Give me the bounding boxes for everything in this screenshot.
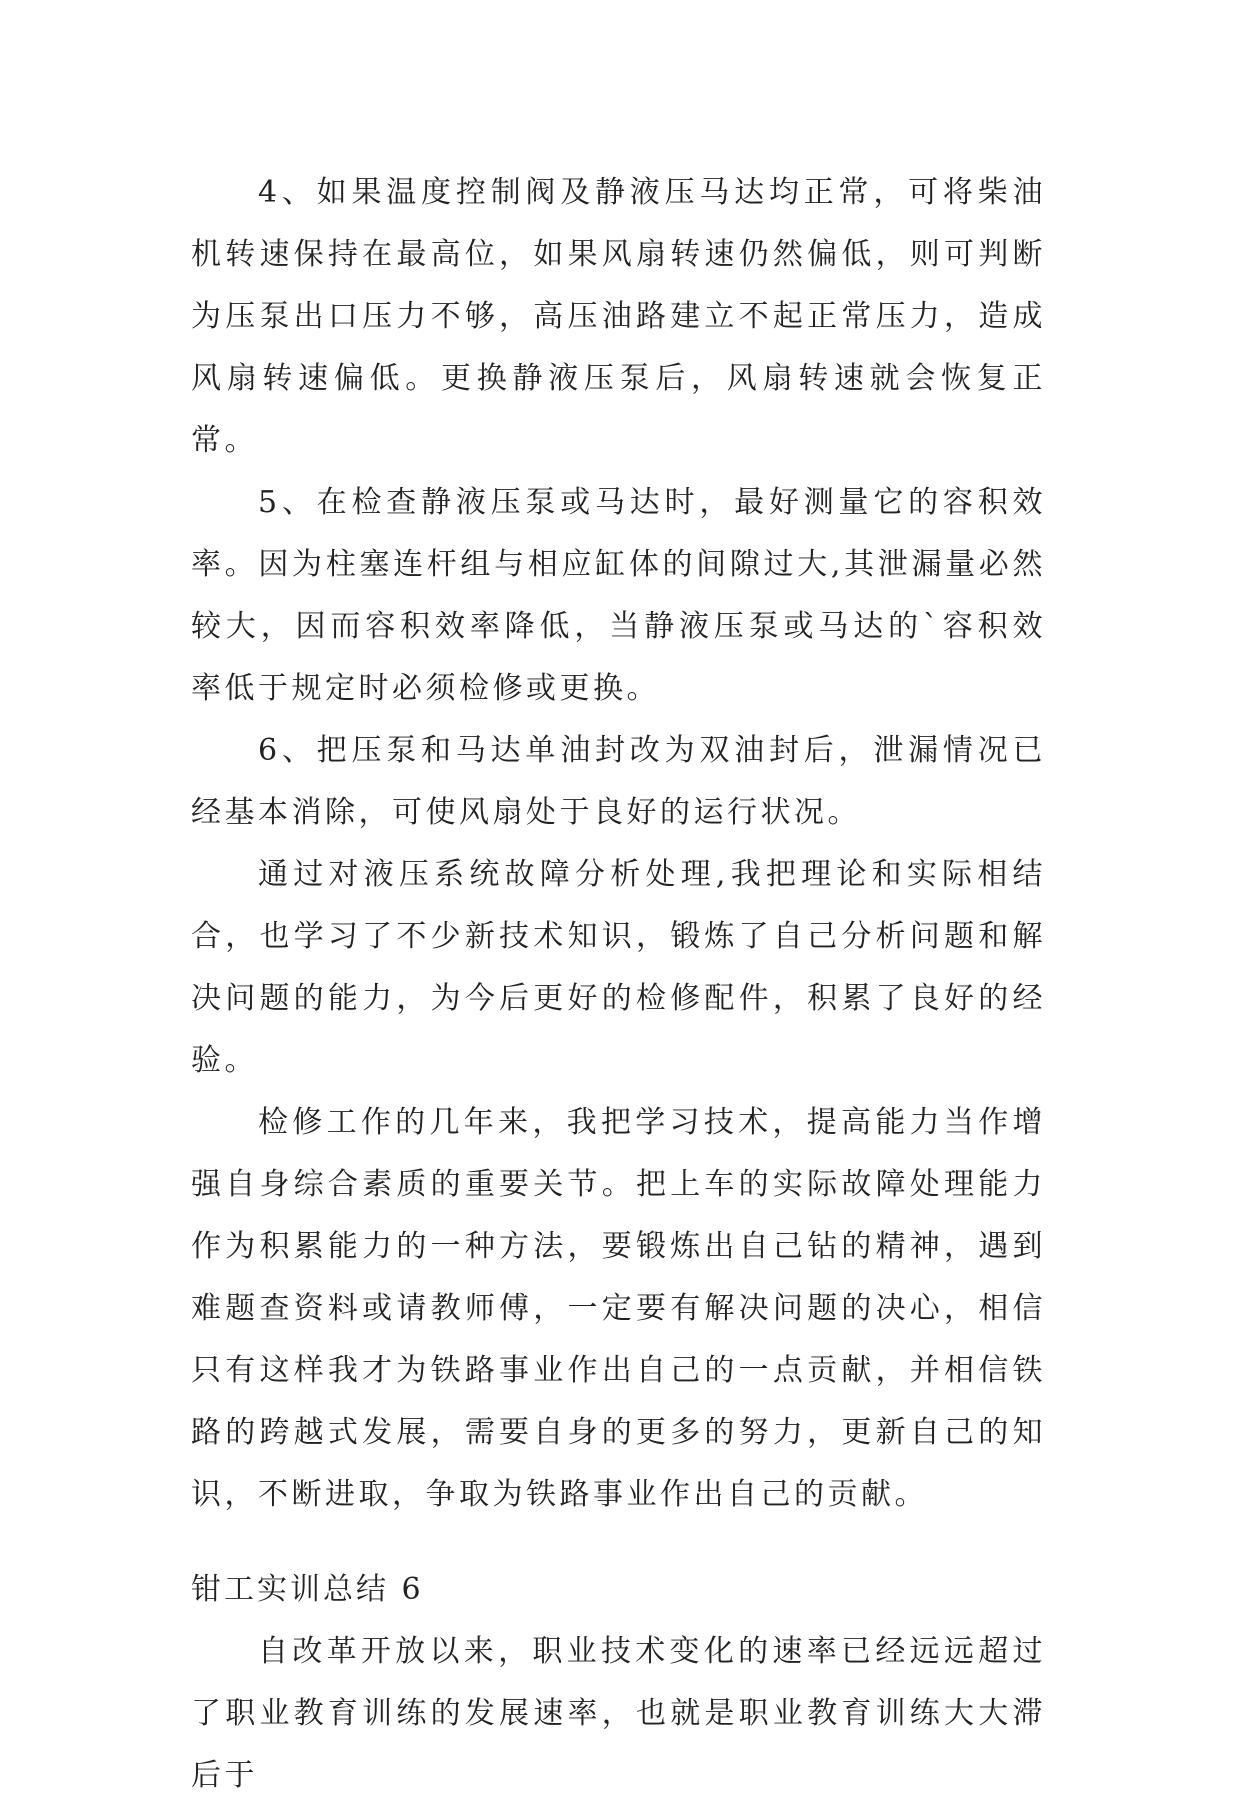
paragraph-summary: 通过对液压系统故障分析处理,我把理论和实际相结合，也学习了不少新技术知识，锻炼了自己分析问题和解决问题的能力，为今后更好的检修配件，积累了良好的经验。 [191, 857, 1046, 1078]
section-heading: 钳工实训总结 6 [191, 1572, 424, 1607]
document-body [191, 162, 1046, 1807]
paragraph-item-5: 5、在检查静液压泵或马达时，最好测量它的容积效率。因为柱塞连杆组与相应缸体的间隙过大,其泄漏量必然较大，因而容积效率降低，当静液压泵或马达的`容积效率低于规定时必须检修或更换。 [191, 485, 1046, 706]
paragraph-item-4: 4、如果温度控制阀及静液压马达均正常，可将柴油机转速保持在最高位，如果风扇转速仍然偏低，则可判断为压泵出口压力不够，高压油路建立不起正常压力，造成风扇转速偏低。更换静液压泵后，风扇转速就会恢复正常。 [191, 175, 1046, 458]
paragraph-item-6: 6、把压泵和马达单油封改为双油封后，泄漏情况已经基本消除，可使风扇处于良好的运行状况。 [191, 733, 1046, 830]
paragraph-conclusion: 检修工作的几年来，我把学习技术，提高能力当作增强自身综合素质的重要关节。把上车的实际故障处理能力作为积累能力的一种方法，要锻炼出自己钻的精神，遇到难题查资料或请教师傅，一定要有解决问题的决心，相信只有这样我才为铁路事业作出自己的一点贡献，并相信铁路的跨越式发展，需要自身的更多的努力，更新自己的知识，不断进取，争取为铁路事业作出自己的贡献。 [191, 1105, 1046, 1512]
paragraph-intro: 自改革开放以来，职业技术变化的速率已经远远超过了职业教育训练的发展速率，也就是职业教育训练大大滞后于 [191, 1634, 1046, 1793]
